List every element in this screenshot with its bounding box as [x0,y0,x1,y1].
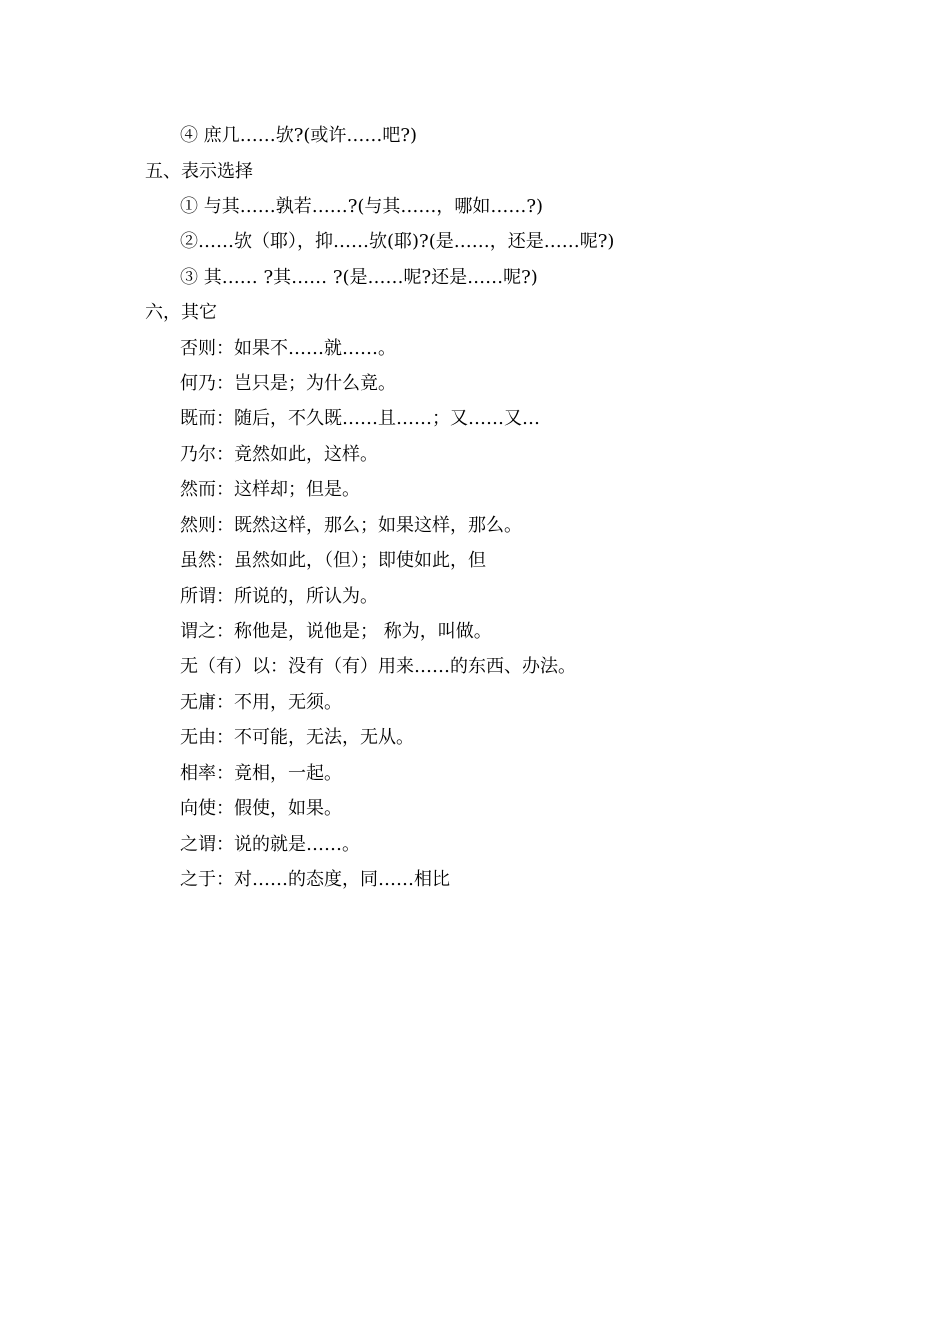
text-line-wuyou: 无由：不可能，无法，无从。 [180,727,414,748]
text-line-ranze: 然则：既然这样，那么；如果这样，那么。 [180,515,522,536]
section-heading-choice: 五、表示选择 [145,161,253,182]
text-line-suowei: 所谓：所说的，所认为。 [180,586,378,607]
text-line-naier: 乃尔：竟然如此，这样。 [180,444,378,465]
text-line-shuji: ④ 庶几……欤?(或许……吧?) [180,125,418,146]
text-line-xianglv: 相率：竟相，一起。 [180,763,342,784]
text-line-wuyouyi: 无（有）以：没有（有）用来……的东西、办法。 [180,656,576,677]
text-line-jier: 既而：随后，不久既……且……；又……又… [180,408,540,429]
text-line-fouze: 否则：如果不……就……。 [180,338,396,359]
text-line-raner: 然而：这样却；但是。 [180,479,360,500]
text-line-yuqi: ① 与其……孰若……?(与其……，哪如……?) [180,196,544,217]
text-line-zhiwei: 之谓：说的就是……。 [180,834,360,855]
text-line-xiangshi: 向使：假使，如果。 [180,798,342,819]
text-line-henai: 何乃：岂只是；为什么竟。 [180,373,396,394]
text-line-yiyu: ②……欤（耶），抑……欤(耶)?(是……，还是……呢?) [180,231,615,252]
text-line-zhiyu: 之于：对……的态度，同……相比 [180,869,450,890]
text-line-weizhi: 谓之：称他是，说他是； 称为，叫做。 [180,621,492,642]
text-line-wuyong: 无庸：不用，无须。 [180,692,342,713]
text-line-suiran: 虽然：虽然如此，（但）；即使如此，但 [180,550,486,571]
text-line-qi: ③ 其…… ?其…… ?(是……呢?还是……呢?) [180,267,538,288]
section-heading-other: 六，其它 [145,302,217,323]
